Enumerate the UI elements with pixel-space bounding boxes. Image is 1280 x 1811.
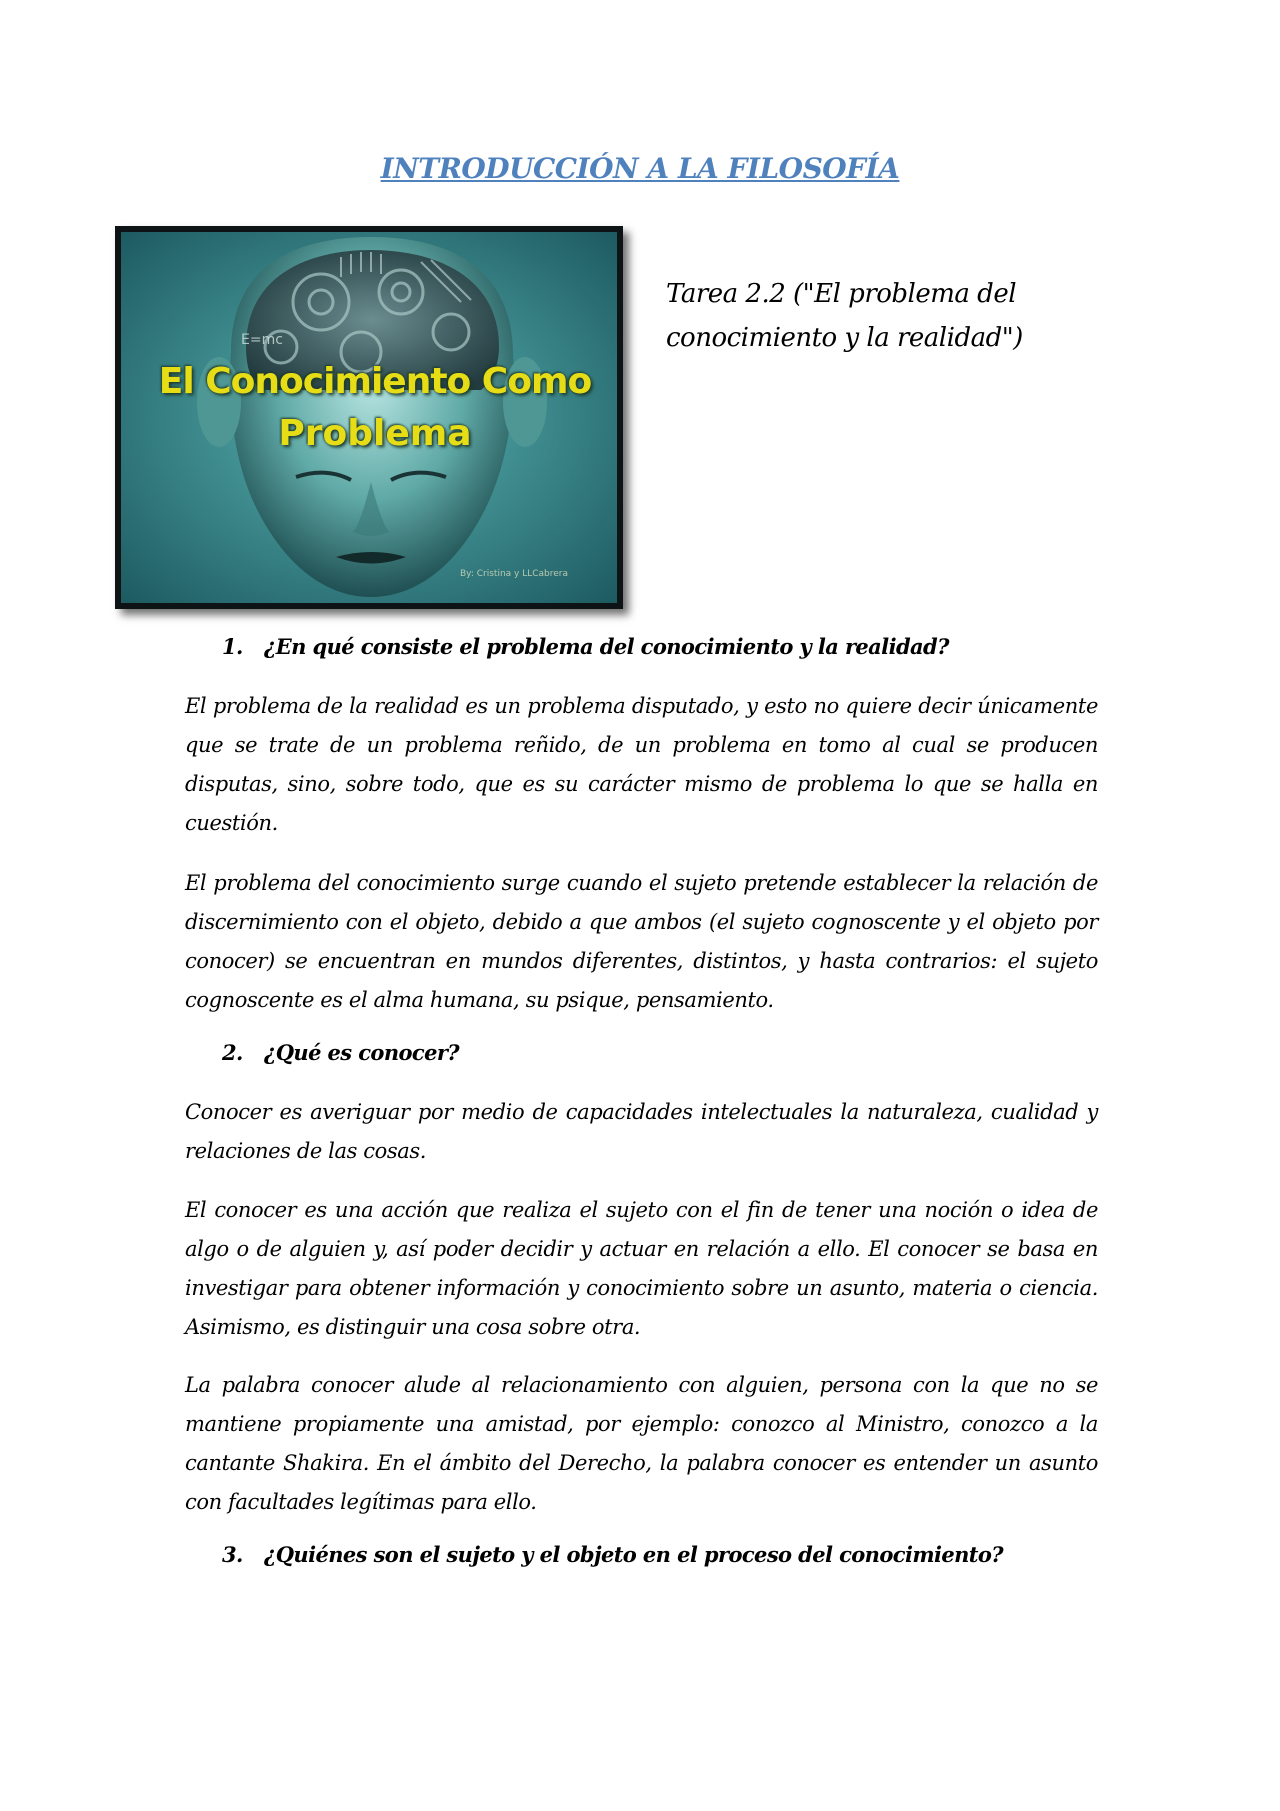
paragraph: El problema del conocimiento surge cuando el sujeto pretende establecer la relación de discernimiento con el objeto, debido a que ambos (el sujeto cognoscente y el objeto por conocer) se encuentran en mundos diferentes, distintos, y hasta contrarios: el sujeto cognoscente es el alma humana, su psique, pensamiento. [185,871,1098,1012]
image-caption-line1: El Conocimiento Como [158,361,592,402]
question-number: 1. [222,634,243,659]
image-caption-line2: Problema [278,413,472,454]
assignment-title [666,272,1126,360]
image-caption [115,226,611,597]
header-image [115,226,623,609]
document-title: INTRODUCCIÓN A LA FILOSOFÍA [380,152,900,185]
assignment-title-line2: conocimiento y la realidad") [666,323,1023,353]
paragraph: El conocer es una acción que realiza el sujeto con el fin de tener una noción o idea de algo o de alguien y, así poder decidir y actuar en relación a ello. El conocer se basa en investigar para obtener información y conocimiento sobre un asunto, materia o ciencia. Asimismo, es distinguir una cosa sobre otra. [185,1198,1098,1339]
image-credit: By: Cristina y LLCabrera [460,569,569,579]
assignment-title-line1: Tarea 2.2 ("El problema del [666,279,1017,309]
paragraph: Conocer es averiguar por medio de capacidades intelectuales la naturaleza, cualidad y relaciones de las cosas. [185,1100,1098,1163]
question-heading [222,1040,459,1065]
formula-text: E=mc [241,332,283,348]
paragraph: La palabra conocer alude al relacionamiento con alguien, persona con la que no se mantiene propiamente una amistad, por ejemplo: conozco al Ministro, conozco a la cantante Shakira. En el ámbito del Derecho, la palabra conocer es entender un asunto con facultades legítimas para ello. [185,1373,1098,1514]
question-heading [222,1542,1003,1567]
question-number: 3. [222,1542,243,1567]
question-heading [222,634,949,659]
question-number: 2. [222,1040,243,1065]
question-text: ¿En qué consiste el problema del conocimiento y la realidad? [264,634,949,659]
question-text: ¿Qué es conocer? [264,1040,460,1065]
question-text: ¿Quiénes son el sujeto y el objeto en el proceso del conocimiento? [264,1542,1003,1567]
paragraph: El problema de la realidad es un problema disputado, y esto no quiere decir únicamente que se trate de un problema reñido, de un problema en tomo al cual se producen disputas, sino, sobre todo, que es su carácter mismo de problema lo que se halla en cuestión. [185,694,1098,835]
